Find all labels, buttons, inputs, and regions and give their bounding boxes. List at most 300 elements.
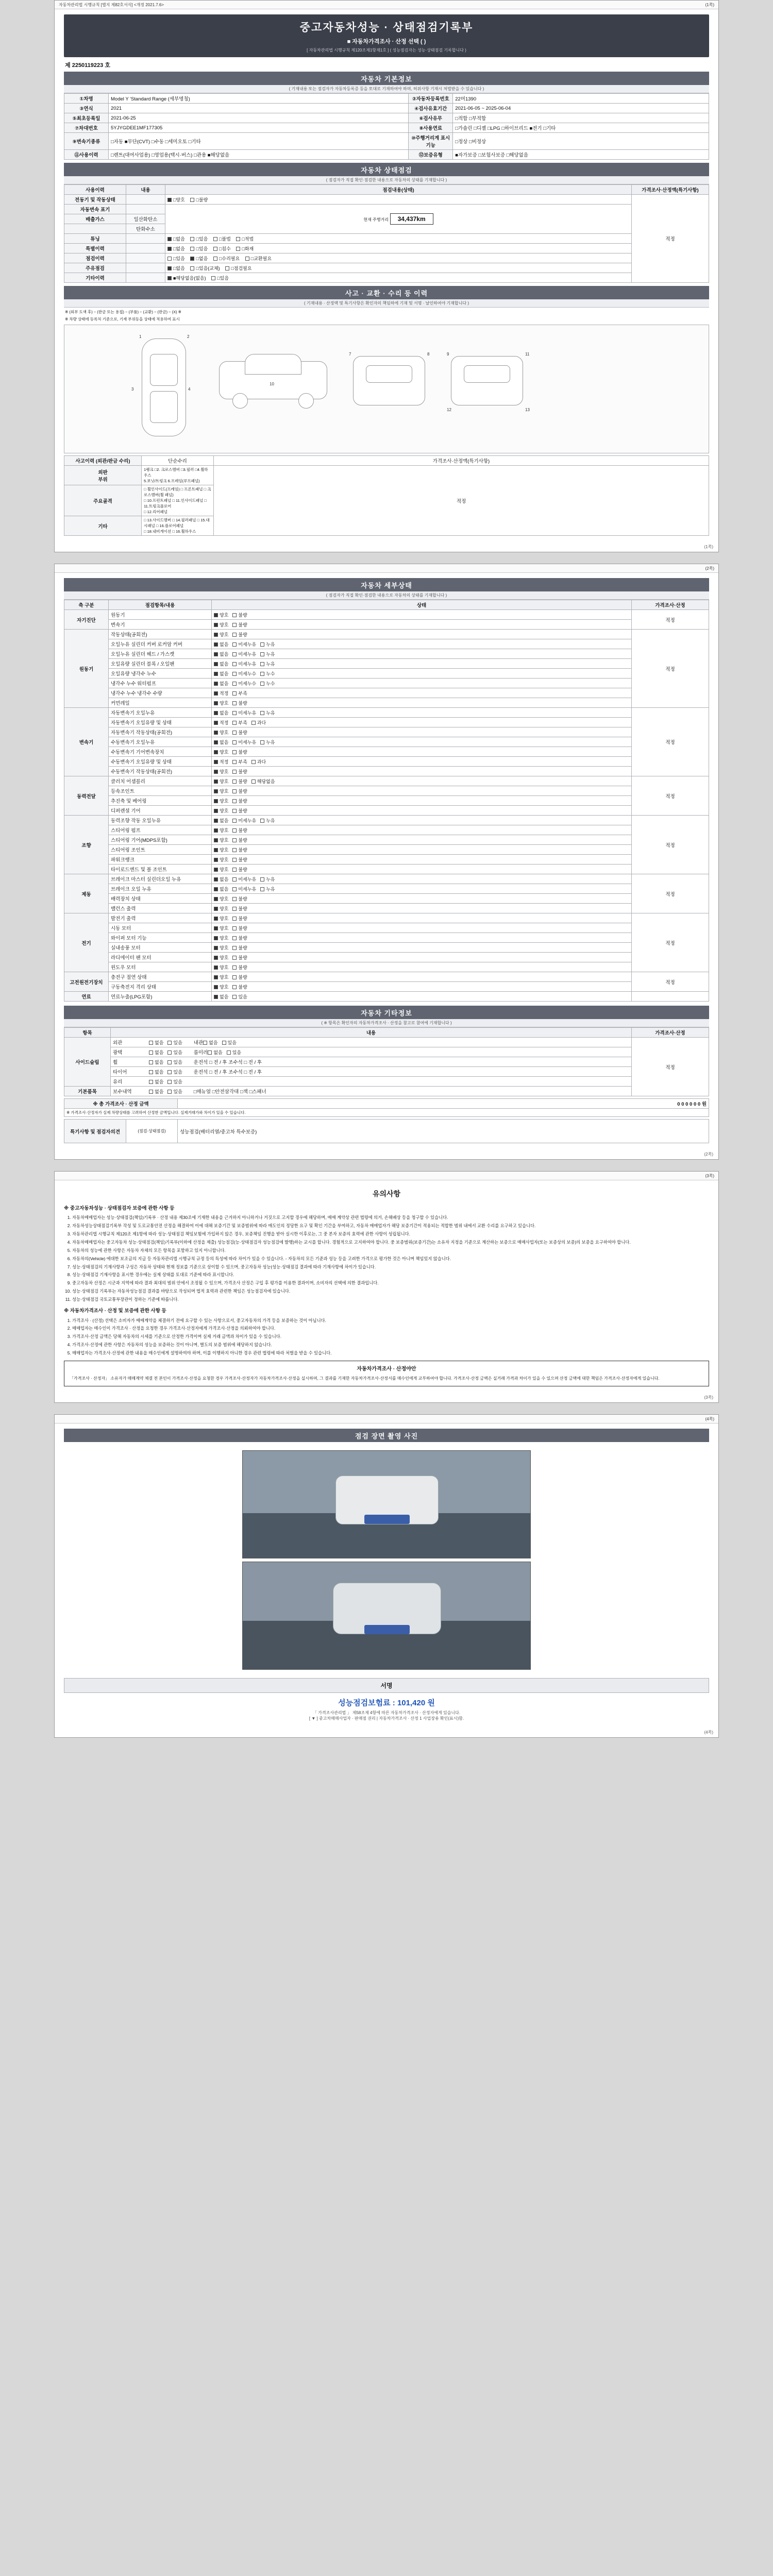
option-label: □있음 (217, 275, 229, 281)
checkbox-option[interactable] (214, 700, 228, 706)
detail-options[interactable] (212, 786, 632, 796)
checkbox-option[interactable] (214, 837, 228, 843)
checkbox-option[interactable] (232, 974, 247, 980)
detail-options[interactable] (212, 865, 632, 874)
checkbox-option[interactable] (214, 798, 228, 804)
table-row (64, 1047, 709, 1057)
col-header: 가격조사·산정액(특기사항) (632, 185, 709, 195)
checkbox-icon (232, 672, 237, 676)
condition-options[interactable] (165, 195, 632, 205)
classification-line: □ 12.리어패널 (144, 510, 168, 514)
checkbox-option[interactable] (225, 265, 251, 272)
checkbox-icon (260, 819, 264, 823)
detail-options[interactable] (212, 816, 632, 825)
checkbox-option[interactable] (232, 817, 256, 824)
checkbox-option[interactable] (190, 245, 208, 252)
checkbox-option[interactable] (236, 245, 254, 252)
checkbox-option[interactable] (245, 255, 272, 262)
option-label: 불량 (238, 700, 247, 706)
row-label: ⑥검사유무 (409, 113, 453, 123)
checkbox-icon (232, 926, 237, 930)
option-label: 양호 (220, 857, 229, 862)
checkbox-option[interactable] (214, 876, 228, 883)
checkbox-option[interactable] (214, 915, 228, 922)
row-value[interactable]: □적합 □부적합 (453, 113, 709, 123)
checkbox-option[interactable] (167, 245, 185, 252)
detail-options[interactable] (212, 845, 632, 855)
checkbox-option[interactable] (214, 954, 228, 961)
row-value[interactable]: □렌트(대여사업용) □영업용(택시·버스) □관용 ■해당없음 (109, 150, 409, 160)
option-label: 양호 (220, 935, 229, 941)
detail-options[interactable] (212, 962, 632, 972)
checkbox-icon (214, 877, 218, 882)
checkbox-option[interactable] (214, 944, 228, 951)
checkbox-option[interactable] (232, 758, 247, 765)
table-row (64, 1057, 709, 1067)
option-label: 있음 (173, 1070, 182, 1075)
checkbox-icon (227, 1050, 231, 1055)
checkbox-option[interactable] (214, 856, 228, 863)
checkbox-option[interactable] (214, 680, 228, 687)
checkbox-option[interactable] (214, 895, 228, 902)
detail-options[interactable] (212, 747, 632, 757)
checkbox-option[interactable] (214, 768, 228, 775)
checkbox-option[interactable] (260, 739, 275, 745)
option-label: 누유 (266, 641, 275, 647)
checkbox-option[interactable] (232, 807, 247, 814)
detail-options[interactable] (212, 727, 632, 737)
signature-bar[interactable]: 서명 (64, 1678, 709, 1693)
checkbox-option[interactable] (232, 827, 247, 834)
checkbox-option[interactable] (232, 935, 247, 941)
checkbox-option[interactable] (190, 196, 208, 203)
checkbox-option[interactable] (227, 1049, 241, 1056)
detail-item-label: 배력장치 상태 (109, 894, 212, 904)
classification-frame[interactable] (142, 485, 214, 516)
checkbox-option[interactable] (214, 660, 228, 667)
checkbox-option[interactable] (167, 1059, 182, 1065)
option-label: 없음 (220, 876, 229, 882)
inspection-fee (64, 1693, 709, 1710)
checkbox-option[interactable] (232, 788, 247, 794)
checkbox-option[interactable] (149, 1039, 163, 1046)
option-label: 없음 (155, 1060, 164, 1065)
checkbox-option[interactable] (149, 1049, 163, 1056)
checkbox-option[interactable] (190, 235, 208, 242)
detail-options[interactable] (212, 698, 632, 708)
fee-value: 101,420 원 (397, 1698, 435, 1707)
detail-options[interactable] (212, 992, 632, 1002)
option-label: 불량 (238, 798, 247, 804)
checkbox-option[interactable] (203, 1039, 217, 1046)
checkbox-option[interactable] (214, 709, 228, 716)
detail-options[interactable] (212, 639, 632, 649)
form-reference: 자동차관리법 시행규칙 [별지 제82호서식] <개정 2021.7.6> (59, 3, 164, 7)
detail-options[interactable] (212, 767, 632, 776)
detail-options[interactable] (212, 679, 632, 688)
checkbox-option[interactable] (232, 964, 247, 971)
checkbox-option[interactable] (167, 1069, 182, 1075)
checkbox-option[interactable] (214, 749, 228, 755)
detail-options[interactable] (212, 874, 632, 884)
other-options[interactable] (111, 1047, 632, 1057)
option-label: 불량 (238, 964, 247, 970)
detail-options[interactable] (212, 688, 632, 698)
checkbox-option[interactable] (232, 651, 256, 657)
checkbox-option[interactable] (232, 846, 247, 853)
checkbox-option[interactable] (232, 660, 256, 667)
option-label: 없음 (155, 1050, 164, 1055)
checkbox-option[interactable] (214, 612, 228, 618)
condition-options[interactable] (165, 263, 632, 273)
detail-options[interactable] (212, 669, 632, 679)
checkbox-option[interactable] (232, 739, 256, 745)
option-label: 불량 (238, 896, 247, 902)
other-options[interactable] (111, 1077, 632, 1087)
checkbox-option[interactable] (190, 255, 208, 262)
checkbox-option[interactable] (213, 255, 240, 262)
table-row (64, 816, 709, 825)
notice-head-1: ※ 중고자동차성능 · 상태점검자 보증에 관한 사항 등 (64, 1205, 175, 1211)
option-label: 해당없음 (257, 778, 275, 784)
checkbox-option[interactable] (167, 265, 185, 272)
checkbox-option[interactable] (232, 749, 247, 755)
classification-other[interactable] (142, 516, 214, 536)
detail-options[interactable] (212, 933, 632, 943)
footbar-2 (55, 1150, 718, 1159)
checkbox-icon (232, 633, 237, 637)
checkbox-option[interactable] (236, 235, 254, 242)
option-label: 불량 (238, 730, 247, 735)
checkbox-option[interactable] (232, 984, 247, 990)
checkbox-option[interactable] (260, 680, 275, 687)
detail-options[interactable] (212, 835, 632, 845)
checkbox-option[interactable] (232, 621, 247, 628)
detail-item-label: 실내송풍 모터 (109, 943, 212, 953)
inspection-photo-front[interactable] (242, 1450, 531, 1558)
option-label: 적정 (220, 690, 229, 696)
condition-options[interactable] (165, 253, 632, 263)
checkbox-option[interactable] (211, 275, 229, 281)
detail-options[interactable] (212, 708, 632, 718)
option-label: □있음 (173, 256, 185, 261)
detail-item-label: 자동변속기 오일누유 (109, 708, 212, 718)
table-row (64, 104, 709, 113)
row-value: 22머1390 (453, 94, 709, 104)
detail-options[interactable] (212, 953, 632, 962)
option-label: 누유 (266, 651, 275, 657)
detail-options[interactable] (212, 806, 632, 816)
checkbox-option[interactable] (214, 935, 228, 941)
other-info-table (64, 1027, 709, 1096)
notice-title: 유의사항 (372, 1190, 401, 1198)
row-label: ⑦차대번호 (64, 123, 109, 133)
row-value[interactable]: ■자가보증 □보험사보증 □해당없음 (453, 150, 709, 160)
checkbox-option[interactable] (214, 993, 228, 1000)
checkbox-option[interactable] (232, 915, 247, 922)
checkbox-option[interactable] (222, 1039, 237, 1046)
checkbox-option[interactable] (149, 1059, 163, 1065)
row-value: 2021-06-05 ~ 2025-06-04 (453, 104, 709, 113)
checkbox-option[interactable] (167, 255, 185, 262)
diagram-mark: 9 (447, 352, 449, 357)
other-options[interactable] (111, 1067, 632, 1077)
detail-options[interactable] (212, 982, 632, 992)
checkbox-option[interactable] (167, 235, 185, 242)
checkbox-option[interactable] (232, 925, 247, 931)
row-value[interactable]: □가솔린 □디젤 □LPG □하이브리드 ■전기 □기타 (453, 123, 709, 133)
checkbox-option[interactable] (208, 1049, 222, 1056)
condition-options[interactable] (165, 273, 632, 283)
checkbox-option[interactable] (167, 196, 185, 203)
checkbox-option[interactable] (232, 798, 247, 804)
detail-options[interactable] (212, 757, 632, 767)
checkbox-option[interactable] (214, 866, 228, 873)
checkbox-option[interactable] (232, 768, 247, 775)
checkbox-option[interactable] (149, 1088, 163, 1095)
table-row (64, 767, 709, 776)
checkbox-icon (232, 682, 237, 686)
checkbox-option[interactable] (232, 670, 256, 677)
checkbox-option[interactable] (167, 1049, 182, 1056)
option-label: □불법 (219, 236, 231, 242)
other-options[interactable] (111, 1038, 632, 1047)
checkbox-icon (214, 907, 218, 911)
list-item: 5. 자동차의 성능에 관한 사항은 자동차 자체의 모든 항목을 포함하고 있지 아니합니다. (72, 1247, 709, 1254)
option-label: □없음 (173, 236, 185, 242)
row-sublabel (126, 253, 165, 263)
checkbox-option[interactable] (251, 778, 275, 785)
checkbox-option[interactable] (214, 641, 228, 648)
condition-options[interactable] (165, 244, 632, 253)
row-value[interactable]: □정상 □비정상 (453, 133, 709, 150)
total-note: ※ 가격조사·산정자가 실제 차량상태를 고려하여 산정한 금액입니다. 실제거래가와 차이가 있을 수 있습니다. (64, 1109, 709, 1117)
checkbox-option[interactable] (214, 758, 228, 765)
detail-options[interactable] (212, 855, 632, 865)
checkbox-icon (232, 965, 237, 970)
detail-options[interactable] (212, 972, 632, 982)
other-sublabel-2: 운전석 □ 전 / 후 조수석 □ 전 / 후 (193, 1060, 262, 1065)
checkbox-option[interactable] (214, 846, 228, 853)
checkbox-option[interactable] (214, 905, 228, 912)
checkbox-option[interactable] (232, 954, 247, 961)
checkbox-option[interactable] (149, 1069, 163, 1075)
checkbox-option[interactable] (214, 631, 228, 638)
detail-item-label: 클러치 어셈블리 (109, 776, 212, 786)
row-label: 기타이력 (64, 273, 126, 283)
fee-note-2: [ ▼ ] 중고차매매사업자 · 판매점 권리 | 자동차가격조사 · 산정 1 사업장용 확인(표시)함. (309, 1716, 464, 1721)
checkbox-option[interactable] (214, 729, 228, 736)
detail-assessment-value: 적정 (632, 972, 709, 992)
price-assessment-value: 적정 (632, 195, 709, 283)
checkbox-icon (214, 917, 218, 921)
option-label: 불량 (238, 769, 247, 774)
checkbox-option[interactable] (260, 651, 275, 657)
checkbox-option[interactable] (232, 729, 247, 736)
checkbox-option[interactable] (214, 651, 228, 657)
checkbox-option[interactable] (214, 690, 228, 697)
detail-options[interactable] (212, 894, 632, 904)
checkbox-option[interactable] (214, 984, 228, 990)
checkbox-icon (214, 682, 218, 686)
checkbox-option[interactable] (232, 709, 256, 716)
checkbox-option[interactable] (260, 660, 275, 667)
checkbox-option[interactable] (232, 700, 247, 706)
checkbox-option[interactable] (214, 925, 228, 931)
option-label: 있음 (238, 994, 247, 999)
detail-options[interactable] (212, 737, 632, 747)
inspection-photo-rear[interactable] (242, 1562, 531, 1670)
fee-note-1: 「 가격조사관리법 」 제58조제 4항에 따른 자동차가격조사 · 산정자에게 있습니다. (312, 1710, 461, 1715)
checkbox-option[interactable] (214, 974, 228, 980)
checkbox-option[interactable] (214, 719, 228, 726)
checkbox-option[interactable] (214, 621, 228, 628)
table-row (64, 456, 709, 466)
checkbox-option[interactable] (214, 827, 228, 834)
col-header: 내용 (126, 185, 165, 195)
other-options[interactable] (111, 1087, 632, 1096)
checkbox-option[interactable] (213, 245, 231, 252)
option-label: 과다 (257, 759, 266, 765)
option-label: □침수 (219, 246, 231, 251)
detail-item-label: 윈도우 모터 (109, 962, 212, 972)
checkbox-option[interactable] (190, 265, 220, 272)
detail-options[interactable] (212, 630, 632, 639)
option-label: □양호 (173, 197, 185, 202)
col-header: 점검항목/내용 (109, 600, 212, 610)
special-value[interactable]: 성능점검(배터리열/중고차 특수보증) (178, 1120, 709, 1143)
checkbox-option[interactable] (232, 778, 247, 785)
checkbox-option[interactable] (260, 670, 275, 677)
detail-options[interactable] (212, 776, 632, 786)
detail-options[interactable] (212, 718, 632, 727)
checkbox-icon (214, 809, 218, 813)
detail-options[interactable] (212, 913, 632, 923)
checkbox-icon (232, 760, 237, 764)
checkbox-option[interactable] (232, 905, 247, 912)
condition-options[interactable] (165, 234, 632, 244)
table-row (64, 639, 709, 649)
other-options[interactable] (111, 1057, 632, 1067)
other-sublabel: 보수내역 (113, 1089, 132, 1095)
checkbox-icon (214, 789, 218, 793)
checkbox-option[interactable] (214, 807, 228, 814)
detail-item-label: 시동 모터 (109, 923, 212, 933)
checkbox-option[interactable] (232, 866, 247, 873)
checkbox-option[interactable] (232, 680, 256, 687)
option-label: 적정 (220, 759, 229, 765)
checkbox-option[interactable] (167, 1039, 182, 1046)
checkbox-option[interactable] (149, 1078, 163, 1085)
checkbox-option[interactable] (232, 690, 247, 697)
row-label: 점검이력 (64, 253, 126, 263)
row-value[interactable]: □자동 ■무단(CVT) □수동 □세미오토 □기타 (109, 133, 409, 150)
checkbox-option[interactable] (251, 719, 266, 726)
detail-item-label: 발전기 출력 (109, 913, 212, 923)
checkbox-option[interactable] (232, 719, 247, 726)
checkbox-option[interactable] (232, 993, 247, 1000)
detail-item-label: 파워크랭크 (109, 855, 212, 865)
detail-options[interactable] (212, 649, 632, 659)
diagram-mark: 11 (525, 352, 530, 357)
diagram-mark: 13 (525, 408, 530, 412)
option-label: 없음 (220, 661, 229, 667)
table-row (64, 727, 709, 737)
row-sublabel: 탄화수소 (126, 224, 165, 234)
other-sublabel-2: 내관 (193, 1040, 204, 1046)
checkbox-option[interactable] (260, 876, 275, 883)
checkbox-option[interactable] (260, 886, 275, 892)
checkbox-option[interactable] (214, 964, 228, 971)
checkbox-option[interactable] (232, 876, 256, 883)
checkbox-option[interactable] (260, 641, 275, 648)
detail-options[interactable] (212, 610, 632, 620)
checkbox-option[interactable] (251, 758, 266, 765)
photo-gallery (64, 1442, 709, 1675)
detail-options[interactable] (212, 904, 632, 913)
checkbox-option[interactable] (213, 235, 231, 242)
checkbox-option[interactable] (232, 641, 256, 648)
detail-options[interactable] (212, 884, 632, 894)
checkbox-option[interactable] (214, 817, 228, 824)
basic-info-table (64, 93, 709, 160)
checkbox-option[interactable] (214, 739, 228, 745)
detail-assessment-value: 적정 (632, 708, 709, 776)
detail-options[interactable] (212, 796, 632, 806)
row-label: 단순수리 (142, 456, 214, 466)
detail-options[interactable] (212, 620, 632, 630)
option-label: 누유 (266, 876, 275, 882)
classification-line: 1랭크 □2. 크로스멤버 □3.필러 □4.휠하우스 (144, 467, 208, 478)
microbar-page4 (55, 1415, 718, 1423)
page-subtitle: ■ 자동차가격조사 · 산정 선택 ( ) (347, 39, 426, 45)
checkbox-icon (214, 623, 218, 627)
checkbox-icon (232, 623, 237, 627)
classification-outer[interactable] (142, 466, 214, 485)
checkbox-option[interactable] (214, 778, 228, 785)
checkbox-option[interactable] (214, 886, 228, 892)
checkbox-option[interactable] (214, 788, 228, 794)
checkbox-option[interactable] (232, 895, 247, 902)
checkbox-option[interactable] (232, 856, 247, 863)
table-row (64, 466, 709, 485)
vehicle-damage-diagram[interactable] (64, 325, 709, 453)
checkbox-option[interactable] (232, 886, 256, 892)
checkbox-option[interactable] (167, 1088, 182, 1095)
checkbox-icon (214, 926, 218, 930)
other-info-body (64, 1038, 709, 1096)
checkbox-option[interactable] (260, 709, 275, 716)
car-rear-window (464, 365, 510, 383)
checkbox-option[interactable] (214, 670, 228, 677)
diagram-mark: 1 (139, 334, 142, 339)
section-basic-info-note: ( 기재내용 또는 점검자가 자동차등록증 등을 토대로 기재하여야 하며, 허위사항 기재시 처벌받을 수 있습니다 ) (64, 85, 709, 93)
detail-options[interactable] (212, 659, 632, 669)
checkbox-option[interactable] (260, 817, 275, 824)
checkbox-option[interactable] (232, 837, 247, 843)
other-sublabel-2: 운전석 □ 전 / 후 조수석 □ 전 / 후 (193, 1070, 262, 1075)
checkbox-option[interactable] (167, 275, 206, 281)
checkbox-option[interactable] (232, 944, 247, 951)
detail-assessment-value: 적정 (632, 816, 709, 874)
checkbox-option[interactable] (232, 631, 247, 638)
checkbox-option[interactable] (232, 612, 247, 618)
detail-options[interactable] (212, 943, 632, 953)
other-assessment-value: 적정 (632, 1038, 709, 1096)
detail-options[interactable] (212, 825, 632, 835)
checkbox-option[interactable] (167, 1078, 182, 1085)
detail-options[interactable] (212, 923, 632, 933)
